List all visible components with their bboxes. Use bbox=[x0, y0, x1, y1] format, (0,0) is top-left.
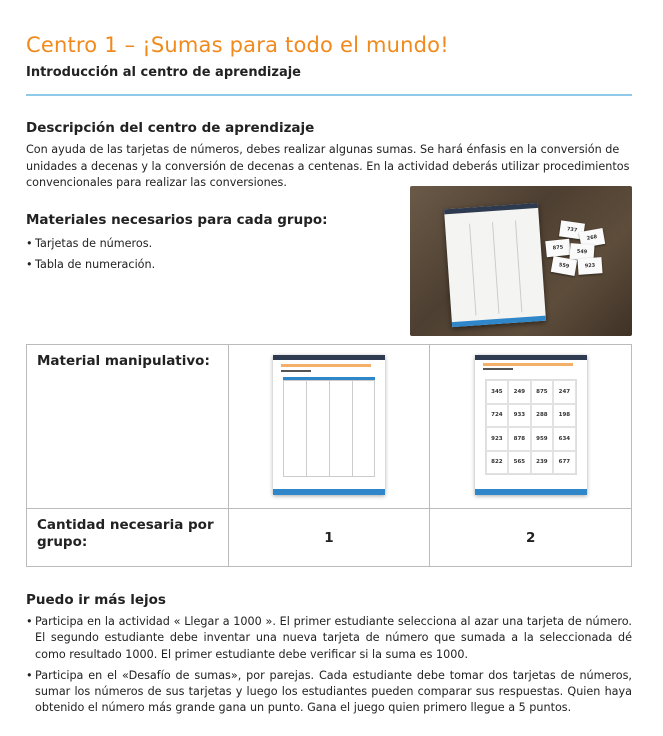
materials-item-table: • Tabla de numeración. bbox=[26, 257, 632, 272]
number-card: 875 bbox=[531, 380, 554, 404]
description-text: Con ayuda de las tarjetas de números, debes realizar algunas sumas. Se hará énfasis en la conversión de unidades a decenas y la conversión de decenas a centenas. En la actividad deberás utilizar procedimientos convencionales para realizar las conversiones. bbox=[26, 143, 630, 189]
number-card: 878 bbox=[508, 427, 531, 451]
number-card: 933 bbox=[508, 404, 531, 428]
page-subtitle: Introducción al centro de aprendizaje bbox=[26, 65, 301, 80]
number-card: 249 bbox=[508, 380, 531, 404]
number-card: 345 bbox=[486, 380, 509, 404]
number-card: 247 bbox=[553, 380, 576, 404]
quantity-number-cards: 2 bbox=[430, 509, 632, 567]
more-list bbox=[26, 614, 632, 722]
row-label-material: Material manipulativo: bbox=[27, 345, 229, 509]
number-card: 822 bbox=[486, 451, 509, 475]
number-card: 288 bbox=[531, 404, 554, 428]
more-item-llegar-a-1000: • Participa en la actividad « Llegar a 1000 ». El primer estudiante selecciona al azar una tarjeta de número. El segundo estudiante debe inventar una nueva tarjeta de número que sumada a la seleccionada dé como resultado 1000. El primer estudiante debe verificar si la suma es 1000. bbox=[26, 614, 632, 663]
number-card: 198 bbox=[553, 404, 576, 428]
number-card: 677 bbox=[553, 451, 576, 475]
number-cards-thumbnail bbox=[475, 355, 587, 495]
materials-item-cards: • Tarjetas de números. bbox=[26, 236, 632, 251]
number-card: 239 bbox=[531, 451, 554, 475]
materials-heading: Materiales necesarios para cada grupo: bbox=[26, 211, 328, 228]
materials-table bbox=[26, 344, 632, 567]
row-label-quantity: Cantidad necesaria por grupo: bbox=[27, 509, 229, 567]
page-title: Centro 1 – ¡Sumas para todo el mundo! bbox=[26, 33, 449, 57]
materials-photo bbox=[410, 186, 632, 336]
photo-number-card: 875 bbox=[545, 239, 571, 257]
photo-number-card: 737 bbox=[559, 220, 585, 239]
number-card: 565 bbox=[508, 451, 531, 475]
more-item-desafio-de-sumas: • Participa en el «Desafío de sumas», por parejas. Cada estudiante debe tomar dos tarjetas de números, sumar los números de sus tarjetas y luego los estudiantes pueden comparar sus respuestas. Quien haya obtenido el número más grande gana un punto. Gana el juego quien primero llegue a 5 puntos. bbox=[26, 668, 632, 717]
photo-numeration-sheet bbox=[444, 203, 546, 327]
photo-number-card: 923 bbox=[577, 257, 602, 275]
page bbox=[26, 32, 632, 715]
number-card: 959 bbox=[531, 427, 554, 451]
photo-number-card: 549 bbox=[569, 243, 594, 261]
number-card: 923 bbox=[486, 427, 509, 451]
photo-number-card: 559 bbox=[551, 256, 577, 276]
photo-number-card: 268 bbox=[579, 228, 605, 248]
quantity-numeration-table: 1 bbox=[228, 509, 430, 567]
number-card: 634 bbox=[553, 427, 576, 451]
description-heading: Descripción del centro de aprendizaje bbox=[26, 120, 315, 136]
number-card: 724 bbox=[486, 404, 509, 428]
numeration-table-thumbnail bbox=[273, 355, 385, 495]
number-cards-grid bbox=[485, 379, 577, 475]
header-divider bbox=[26, 94, 632, 96]
more-heading: Puedo ir más lejos bbox=[26, 592, 166, 608]
